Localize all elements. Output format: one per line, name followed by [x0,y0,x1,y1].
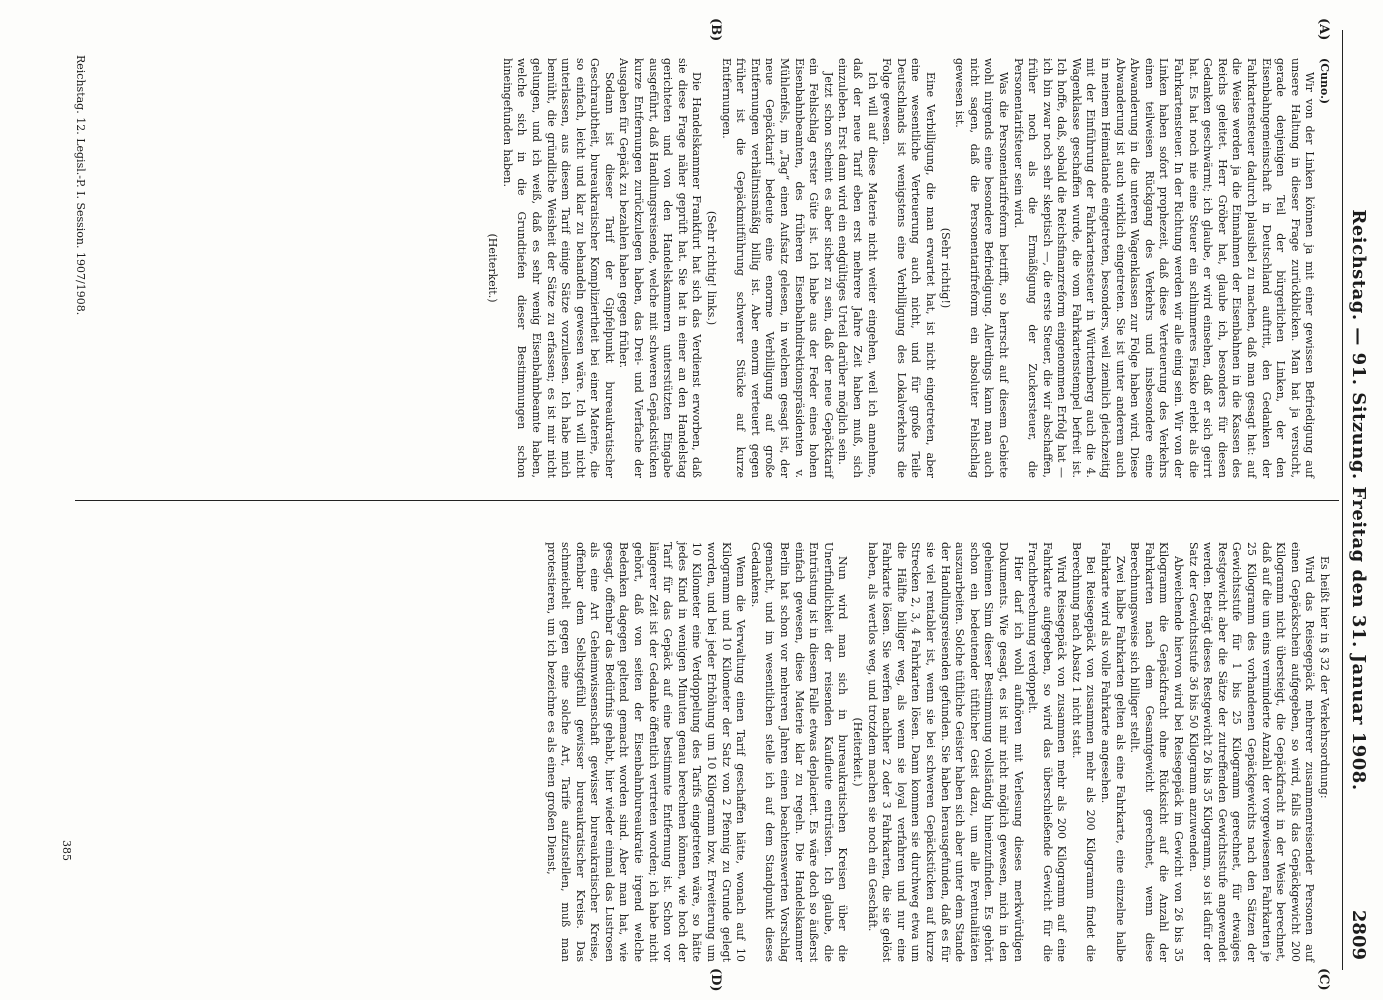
right-column [543,542,1331,962]
margin-marker-a: (A) [1316,18,1331,41]
column-divider [75,500,1339,501]
paragraph: Hier darf ich wohl aufhören mit Verlesung dieses merkwürdigen Dokuments. Wie gesagt, es ist mir nicht möglich gewesen, mich in den geheimen Sinn dieser Bestimmung vollständig hineinzufinden. Es gehört schon ein bedeutender tüftlicher Geist dazu, um alle Eventualitäten auszuarbeiten. Solche tüftliche Geister haben sich aber unter dem Stande der Handlungsreisenden gefunden. Sie haben herausgefunden, daß es für sie viel rentabler ist, wenn sie bei schweren Gepäckstücken auf kurze Strecken 2, 3, 4 Fahrkarten lösen. Dann kommen sie durchweg etwa um die Hälfte billiger weg, als wenn sie loyal verfahren und nur eine Fahrkarte lösen. Sie werfen nachher 2 oder 3 Fahrkarten, die sie gelöst haben, als wertlos weg, und trotzdem machen sie noch ein Geschäft. [865,542,1025,962]
paragraph: Eine Verbilligung, die man erwartet hat, ist nicht eingetreten, aber eine wesentliche Verteuerung auch nicht, und für große Teile Deutschlands ist wenigstens eine Verbilligung des Lokalverkehrs die Folge gewesen. [880,58,937,478]
paragraph: Ich will auf diese Materie nicht weiter eingehen, weil ich annehme, daß der neue Tarif eben erst mehrere Jahre Zeit haben muß, sich einzuleben. Erst dann wird ein endgültiges Urteil darüber möglich sein. [836,58,879,478]
paragraph: Die Handelskammer Frankfurt hat sich das Verdienst erworben, daß sie diese Frage näher geprüft hat. Sie hat in einer an den Handelstag gerichteten und von den Handelskammern unterstützten Eingabe ausgeführt, daß Handlungsreisende, welche mit schweren Gepäckstücken kurze Entfernungen zurückzulegen haben, das Drei- und Vierfache der Ausgaben für Gepäck zu bezahlen haben gegen früher. [617,58,704,478]
quoted-paragraph: Wird das Reisegepäck mehrerer zusammenreisender Personen auf einen Gepäckschein aufgegeben, so wird, falls das Gepäckgewicht 200 Kilogramm nicht übersteigt, die Gepäckfracht in der Weise berechnet, daß auf die um eins verminderte Anzahl der vorgewiesenen Fahrkarten je 25 Kilogramm des vorhandenen Gepäckgewichts nach den Sätzen der Gewichtsstufe für 1 bis 25 Kilogramm gerechnet, für etwaiges Restgewicht aber die Sätze der zutreffenden Gewichtsstufe angewendet werden. Beträgt dieses Restgewicht 26 bis 35 Kilogramm, so ist dafür der Satz der Gewichtsstufe 36 bis 50 Kilogramm anzuwenden. [1186,542,1317,962]
quoted-paragraph: Wird Reisegepäck von zusammen mehr als 200 Kilogramm auf eine Fahrkarte aufgegeben, so wird das überschießende Gewicht für die Frachtberechnung verdoppelt. [1026,542,1069,962]
header-rule [1342,30,1343,970]
quoted-paragraph: Abweichende hiervon wird bei Reisegepäck im Gewicht von 26 bis 35 Kilogramm die Gepäckfracht ohne Rücksicht auf die Anzahl der Fahrkarten nach dem Gesamtgewicht gerechnet, wenn diese Berechnungsweise sich billiger stellt. [1128,542,1186,962]
paragraph: Nun wird man sich in bureaukratischen Kreisen über die Unerfindlichkeit der reisenden Kaufleute entrüsten. Ich glaube, die Entrüstung ist in diesem Falle etwas deplaciert. Es wäre doch so äußerst einfach gewesen, diese Materie klar zu regeln. Die Handelskammer Berlin hat schon vor mehreren Jahren einen beachtenswerten Vorschlag gemacht, und im wesentlichen stelle ich auf dem Standpunkt dieses Gedankens. [748,542,850,962]
page-title: Reichstag. — 91. Sitzung. Freitag den 31. Januar 1908. [1348,209,1369,791]
margin-marker-b: (B) [708,18,723,42]
paragraph: Sodann ist dieser Tarif der Gipfelpunkt bureaukratischer Geschraubtheit, bureaukratischer Kompliziertheit bei einer Materie, die so einfach, leicht und klar zu behandeln gewesen wäre. Ich will nicht unterlassen, aus diesem Tarif einige Sätze vorzulesen. Ich habe mich bemüht, die gründliche Weisheit der Sätze zu erfassen; es ist mir nicht gelungen, und ich weiß, daß es sehr wenig Eisenbahnbeamte haben, welche sich in die Grundtiefen dieser Bestimmungen schon hineingefunden haben. [500,58,616,478]
interjection: (Sehr richtig!) [938,227,952,309]
paragraph: Es heißt hier in § 32 der Verkehrsordnung: [1318,556,1331,799]
paragraph: Wir von der Linken können ja mit einer gewissen Befriedigung auf unsere Haltung in dieser Frage zurückblicken. Man hat ja versucht, gerade denjenigen Teil der bürgerlichen Linken, der den Eisenbahngemeinschaft in Deutschland auftritt, den Gedanken der Fahrkartensteuer dadurch plausibel zu machen, daß man gesagt hat: auf die Weise werden ja die Einnahmen der Eisenbahnen in die Kassen des Reichs geleitet. Herr Gröber hat, glaube ich, besonders für diesen Gedanken geschwärmt; ich glaube, er wird einsehen, daß er sich geirrt hat. Es hat noch nie eine Steuer ein schlimmeres Fiasko erlebt als die Fahrkartensteuer. In der Richtung werden wir alle einig sein. Wir von der Linken haben sofort prophezeit, daß diese Verteuerung des Verkehrs einen teilweisen Rückgang des Verkehrs und insbesondere eine Abwanderung in die unteren Wagenklassen zur Folge haben wird. Diese Abwanderung ist auch wirklich eingetreten. Sie ist unter anderem auch in meinem Heimatlande eingetreten, besonders, weil ziemlich gleichzeitig mit der Einführung der Fahrkartensteuer in Württemberg auch die 4. Wagenklasse geschaffen wurde, die vom Fahrkartenstempel befreit ist. Ich hoffe, daß, sobald die Reichsfinanzreform eingenommen Erfolg hat — ich bin zwar noch sehr skeptisch —, die erste Steuer, die wir abschaffen, früher noch als die Ermäßigung der Zuckersteuer, die Personentarifsteuer sein wird. [1011,58,1317,478]
page-number: 2809 [1348,909,1369,960]
footer-session: Reichstag. 12. Legisl.-P. I. Session. 1907/1908. [74,55,87,316]
interjection: (Sehr richtig! links.) [705,210,719,326]
paragraph: Jetzt schon scheint es aber sicher zu sein, daß der neue Gepäcktarif ein Fehlschlag erster Güte ist. Ich habe aus der Feder eines hohen Eisenbahnbeamten, des früheren Eisenbahndirektionspräsidenten v. Mühlenfels, im „Tag“ einen Aufsatz gelesen, in welchem gesagt ist, der neue Gepäcktarif bedeute eine enorme Verbilligung auf große Entfernungen verhältnismäßig billig ist. Aber enorm verteuert gegen früher ist die Gepäckmitführung schwerer Stücke auf kurze Entfernungen. [719,58,835,478]
margin-marker-c: (C) [1316,968,1331,991]
speaker-label: (Cuno.) [1318,58,1331,105]
left-column [485,58,1331,478]
interjection: (Heiterkeit.) [486,233,500,303]
quoted-paragraph: Zwei halbe Fahrkarten gelten als eine Fahrkarte, eine einzelne halbe Fahrkarte wird als volle Fahrkarte angesehen. [1099,542,1127,962]
interjection: (Heiterkeit.) [851,717,864,787]
footer-sheet-number: 385 [60,840,73,861]
margin-marker-d: (D) [708,968,723,992]
page-header [1341,40,1375,960]
paragraph: Wenn die Verwaltung einen Tarif geschaffen hätte, wonach auf 10 Kilogramm und 10 Kilometer der Satz von 2 Pfennig zu Grunde gelegt worden, und bei jeder Erhöhung um 10 Kilogramm bzw. Erweiterung um 10 Kilometer eine Verdoppelung des Tarifs eingetreten wäre, so hätte jedes Kind in wenigen Minuten genau berechnen können, wie hoch der Tarif für das Gepäck auf eine bestimmte Entfernung ist. Schon vor längerer Zeit ist der Gedanke öffentlich vertreten worden; ich habe nicht gehört, daß von seiten der Eisenbahnbureaukratie irgend welche Bedenken dagegen geltend gemacht worden sind. Aber man hat, wie gesagt, offenbar das Bedürfnis gehabt, hier wieder einmal das Lustrosen als eine Art Geheimwissenschaft gewisser bureaukratischer Kreise, offenbar dem Selbstgefühl gewisser bureaukratischer Kreise. Das schmeichelt gegen eine solche Art, Tarife aufzustellen, muß man protestieren, um ich bezeichne es als einen großen Dienst, [544,542,748,962]
paragraph: Was die Personentarifreform betrifft, so herrscht auf diesem Gebiete wohl nirgends eine besondere Befriedigung. Allerdings kann man auch nicht sagen, daß die Personentarifreform ein absoluter Fehlschlag gewesen ist. [953,58,1010,478]
quoted-paragraph: Bei Reisegepäck von zusammen mehr als 200 Kilogramm findet die Berechnung nach Absatz 1 nicht statt. [1069,542,1098,962]
